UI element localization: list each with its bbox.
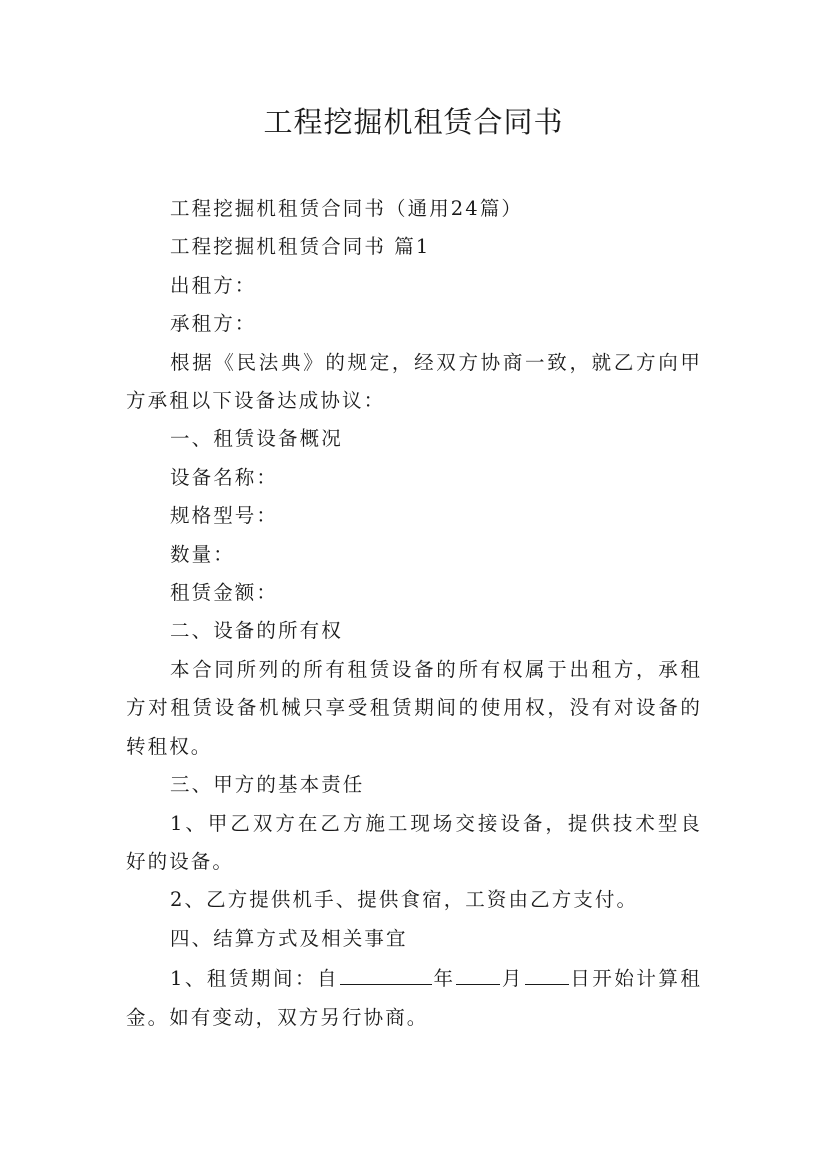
month-unit: 月 — [501, 967, 524, 991]
paragraph-equipment-name: 设备名称： — [170, 465, 279, 489]
month-blank-line — [456, 958, 500, 985]
paragraph-preamble: 根据《民法典》的规定，经双方协商一致，就乙方向甲方承租以下设备达成协议： — [126, 350, 702, 413]
year-unit: 年 — [433, 967, 456, 991]
rental-period-lead: 1、租赁期间：自 — [170, 967, 340, 991]
paragraph-quantity: 数量： — [170, 542, 235, 566]
section-heading-settlement: 四、结算方式及相关事宜 — [170, 926, 408, 950]
paragraph-rental-amount: 租赁金额： — [170, 581, 279, 605]
section-heading-equipment-overview: 一、租赁设备概况 — [170, 427, 343, 451]
section-heading-party-a-duties: 三、甲方的基本责任 — [170, 773, 365, 797]
document-title: 工程挖掘机租赁合同书 — [263, 105, 564, 139]
day-blank-line — [525, 958, 569, 985]
rental-period-tail: 日开始计算租金。如有变动，双方另行协商。 — [126, 967, 702, 1029]
paragraph-rental-period — [126, 958, 702, 1037]
paragraph-model-spec: 规格型号： — [170, 504, 279, 528]
paragraph-collection-title: 工程挖掘机租赁合同书（通用24篇） — [170, 197, 524, 220]
paragraph-article-heading: 工程挖掘机租赁合同书 篇1 — [170, 235, 431, 259]
year-blank-line — [340, 958, 432, 985]
paragraph-lessee: 承租方： — [170, 312, 257, 336]
paragraph-duty-2: 2、乙方提供机手、提供食宿，工资由乙方支付。 — [170, 888, 639, 912]
paragraph-duty-1: 1、甲乙双方在乙方施工现场交接设备，提供技术型良好的设备。 — [126, 811, 702, 873]
section-heading-ownership: 二、设备的所有权 — [170, 619, 343, 643]
paragraph-ownership: 本合同所列的所有租赁设备的所有权属于出租方，承租方对租赁设备机械只享受租赁期间的使用权，没有对设备的转租权。 — [126, 657, 702, 758]
document-body — [126, 190, 702, 1037]
paragraph-lessor: 出租方： — [170, 273, 257, 297]
